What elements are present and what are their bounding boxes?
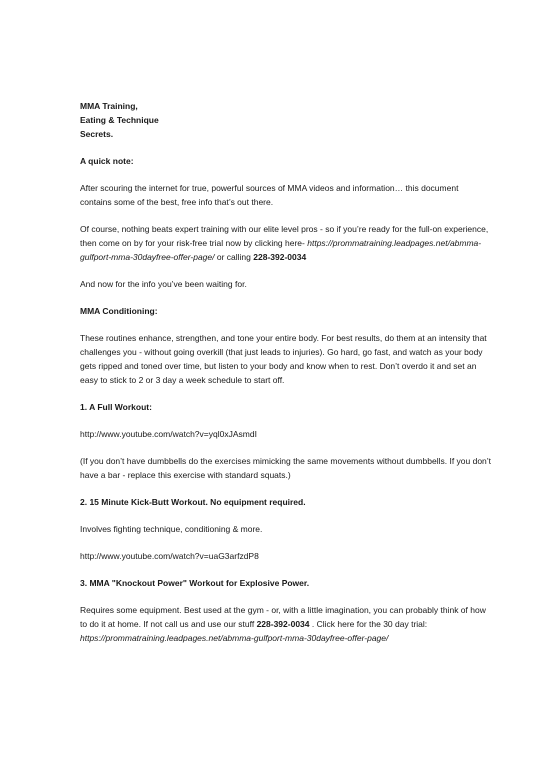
workout-2-heading: 2. 15 Minute Kick-Butt Workout. No equipment required. <box>80 497 306 507</box>
conditioning-heading: MMA Conditioning: <box>80 306 158 316</box>
document-title <box>80 99 492 141</box>
workout-3-heading: 3. MMA "Knockout Power" Workout for Explosive Power. <box>80 578 310 588</box>
title-line-1: MMA Training, <box>80 101 138 111</box>
workout-1-heading: 1. A Full Workout: <box>80 402 152 412</box>
trial-text: Of course, nothing beats expert training with our elite level pros - so if you’re ready for the full-on experience, then come on by for your risk-free trial now by clicking here- <box>80 224 489 248</box>
workout-3-trial-link[interactable]: https://prommatraining.leadpages.net/abmma-gulfport-mma-30dayfree-offer-page/ <box>80 633 389 643</box>
workout-1-note: (If you don’t have dumbbells do the exercises mimicking the same movements without dumbbells. If you don’t have a bar - replace this exercise with standard squats.) <box>80 456 492 480</box>
trial-link[interactable]: https://prommatraining.leadpages.net/abmma-gulfport-mma-30dayfree-offer-page/ <box>80 238 482 262</box>
workout-3-phone: 228-392-0034 <box>256 619 310 629</box>
title-line-2: Eating & Technique <box>80 115 159 125</box>
document-body <box>80 99 492 645</box>
title-line-3: Secrets. <box>80 129 114 139</box>
transition-paragraph: And now for the info you’ve been waiting for. <box>80 279 247 289</box>
conditioning-paragraph: These routines enhance, strengthen, and tone your entire body. For best results, do them at an intensity that challenges you - without going overkill (that just leads to injuries). Go hard, go fast, and watch as your body gets ripped and toned over time, but listen to your body and know when to rest. Don’t overdo it and set an easy to stick to 2 or 3 day a week schedule to start off. <box>80 333 487 385</box>
trial-or-text: or calling <box>216 252 254 262</box>
workout-2-link[interactable]: http://www.youtube.com/watch?v=uaG3arfzdP8 <box>80 551 259 561</box>
quick-note-heading: A quick note: <box>80 156 134 166</box>
workout-2-description: Involves fighting technique, conditioning & more. <box>80 524 263 534</box>
workout-3-paragraph <box>80 603 492 645</box>
trial-phone: 228-392-0034 <box>253 252 307 262</box>
workout-1-link[interactable]: http://www.youtube.com/watch?v=yql0xJAsmdI <box>80 429 257 439</box>
workout-3-click-text: . Click here for the 30 day trial: <box>311 619 428 629</box>
workout-3-text: Requires some equipment. Best used at the gym - or, with a little imagination, you can probably think of how to do it at home. If not call us and use our stuff <box>80 605 486 629</box>
trial-paragraph <box>80 222 492 264</box>
intro-paragraph: After scouring the internet for true, powerful sources of MMA videos and information… this document contains some of the best, free info that’s out there. <box>80 183 459 207</box>
